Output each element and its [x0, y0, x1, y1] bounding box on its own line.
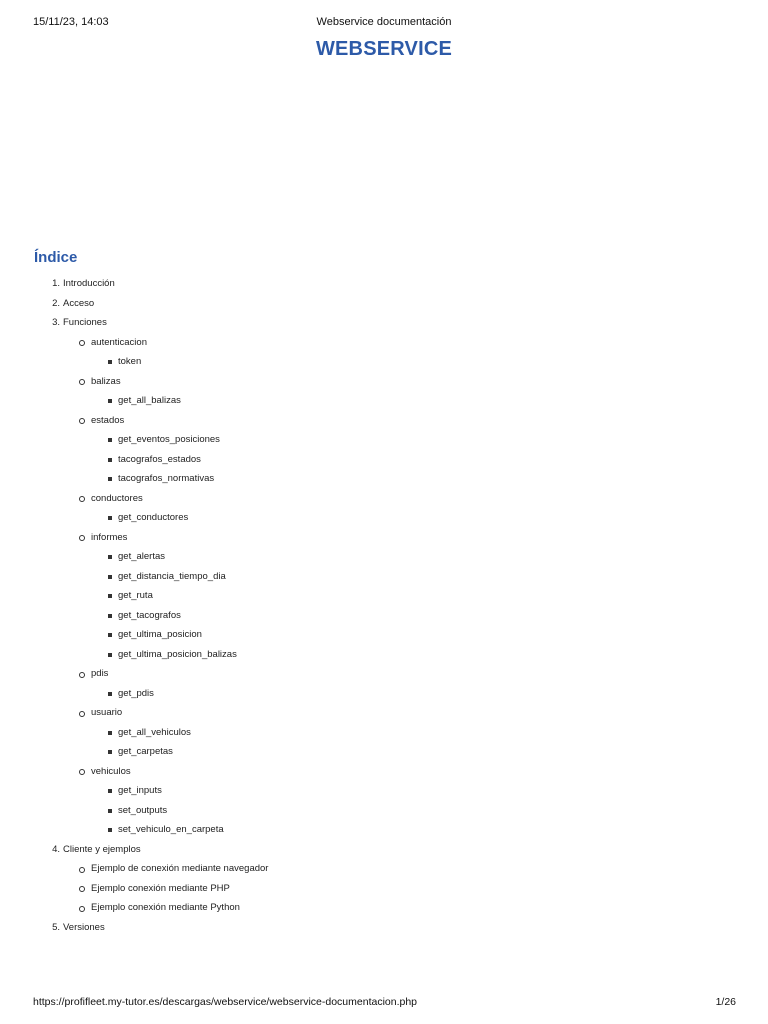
toc-label[interactable]: Cliente y ejemplos	[63, 843, 141, 855]
toc-label[interactable]: vehiculos	[91, 765, 131, 777]
circle-bullet-icon	[79, 496, 85, 502]
circle-bullet-icon	[79, 379, 85, 385]
toc-label[interactable]: Introducción	[63, 278, 115, 289]
square-bullet-icon	[108, 692, 112, 696]
toc-function-link[interactable]	[0, 391, 768, 411]
toc-label[interactable]: usuario	[91, 707, 123, 718]
toc-label[interactable]: get_carpetas	[118, 746, 173, 757]
toc-label[interactable]: autenticacion	[91, 336, 147, 348]
table-of-contents	[0, 274, 768, 937]
toc-label[interactable]: token	[118, 356, 142, 367]
toc-label[interactable]: informes	[91, 531, 128, 543]
toc-label[interactable]: Ejemplo conexión mediante PHP	[91, 882, 230, 894]
toc-function-link[interactable]	[0, 801, 768, 821]
toc-label[interactable]: pdis	[91, 668, 109, 679]
toc-label[interactable]: set_outputs	[118, 804, 168, 816]
square-bullet-icon	[108, 809, 112, 813]
toc-label[interactable]: get_pdis	[118, 687, 154, 699]
toc-subsection-link[interactable]	[0, 898, 768, 918]
print-datetime: 15/11/23, 14:03	[33, 16, 109, 28]
toc-label[interactable]: estados	[91, 414, 125, 426]
square-bullet-icon	[108, 828, 112, 832]
toc-section-link[interactable]	[0, 274, 768, 294]
toc-function-link[interactable]	[0, 469, 768, 489]
toc-label[interactable]: Ejemplo conexión mediante Python	[91, 902, 240, 913]
square-bullet-icon	[108, 614, 112, 618]
page-title: WEBSERVICE	[315, 38, 453, 60]
toc-label[interactable]: Versiones	[63, 921, 105, 933]
toc-function-link[interactable]	[0, 352, 768, 372]
toc-function-link[interactable]	[0, 684, 768, 704]
toc-number: 1.	[52, 278, 60, 289]
toc-label[interactable]: get_inputs	[118, 785, 162, 796]
toc-subsection-link[interactable]	[0, 762, 768, 782]
toc-section-link[interactable]	[0, 840, 768, 860]
toc-function-link[interactable]	[0, 508, 768, 528]
toc-subsection-link[interactable]	[0, 664, 768, 684]
circle-bullet-icon	[79, 886, 85, 892]
circle-bullet-icon	[79, 672, 85, 678]
square-bullet-icon	[108, 399, 112, 403]
toc-subsection-link[interactable]	[0, 879, 768, 899]
toc-subsection-link[interactable]	[0, 703, 768, 723]
circle-bullet-icon	[79, 340, 85, 346]
square-bullet-icon	[108, 477, 112, 481]
toc-function-link[interactable]	[0, 723, 768, 743]
toc-subsection-link[interactable]	[0, 528, 768, 548]
toc-label[interactable]: get_all_vehiculos	[118, 726, 191, 738]
square-bullet-icon	[108, 575, 112, 579]
circle-bullet-icon	[79, 906, 85, 912]
toc-function-link[interactable]	[0, 567, 768, 587]
square-bullet-icon	[108, 653, 112, 657]
toc-label[interactable]: get_ruta	[118, 590, 153, 601]
toc-function-link[interactable]	[0, 625, 768, 645]
square-bullet-icon	[108, 360, 112, 364]
toc-label[interactable]: get_ultima_posicion_balizas	[118, 648, 237, 660]
circle-bullet-icon	[79, 769, 85, 775]
toc-section-link[interactable]	[0, 294, 768, 314]
square-bullet-icon	[108, 594, 112, 598]
toc-label[interactable]: get_distancia_tiempo_dia	[118, 570, 226, 582]
square-bullet-icon	[108, 458, 112, 462]
toc-label[interactable]: balizas	[91, 375, 121, 387]
print-url: https://profifleet.my-tutor.es/descargas/webservice/webservice-documentacion.php	[33, 996, 418, 1008]
toc-label[interactable]: get_conductores	[118, 512, 189, 523]
toc-function-link[interactable]	[0, 586, 768, 606]
toc-subsection-link[interactable]	[0, 333, 768, 353]
toc-number: 3.	[52, 317, 60, 328]
toc-subsection-link[interactable]	[0, 489, 768, 509]
toc-section-link[interactable]	[0, 313, 768, 333]
square-bullet-icon	[108, 555, 112, 559]
circle-bullet-icon	[79, 711, 85, 717]
square-bullet-icon	[108, 789, 112, 793]
toc-label[interactable]: get_tacografos	[118, 609, 181, 621]
toc-function-link[interactable]	[0, 430, 768, 450]
circle-bullet-icon	[79, 418, 85, 424]
toc-number: 4.	[52, 843, 60, 855]
toc-label[interactable]: conductores	[91, 492, 143, 504]
square-bullet-icon	[108, 750, 112, 754]
square-bullet-icon	[108, 633, 112, 637]
square-bullet-icon	[108, 516, 112, 520]
toc-function-link[interactable]	[0, 781, 768, 801]
index-heading: Índice	[34, 249, 78, 266]
toc-function-link[interactable]	[0, 820, 768, 840]
toc-number: 2.	[52, 297, 60, 309]
toc-function-link[interactable]	[0, 645, 768, 665]
toc-subsection-link[interactable]	[0, 411, 768, 431]
toc-label[interactable]: get_alertas	[118, 551, 166, 562]
print-page-number: 1/26	[715, 996, 736, 1008]
toc-section-link[interactable]	[0, 918, 768, 938]
print-document-title: Webservice documentación	[316, 16, 452, 28]
toc-label[interactable]: tacografos_estados	[118, 453, 201, 465]
toc-function-link[interactable]	[0, 450, 768, 470]
toc-subsection-link[interactable]	[0, 859, 768, 879]
toc-number: 5.	[52, 921, 60, 933]
toc-subsection-link[interactable]	[0, 372, 768, 392]
toc-label[interactable]: set_vehiculo_en_carpeta	[118, 824, 224, 835]
toc-label[interactable]: get_all_balizas	[118, 395, 181, 406]
square-bullet-icon	[108, 731, 112, 735]
toc-label[interactable]: get_eventos_posiciones	[118, 434, 220, 445]
toc-label[interactable]: Funciones	[63, 317, 107, 328]
circle-bullet-icon	[79, 535, 85, 541]
toc-function-link[interactable]	[0, 742, 768, 762]
toc-label[interactable]: get_ultima_posicion	[118, 629, 202, 640]
toc-label[interactable]: Ejemplo de conexión mediante navegador	[91, 863, 269, 874]
circle-bullet-icon	[79, 867, 85, 873]
toc-function-link[interactable]	[0, 606, 768, 626]
toc-label[interactable]: Acceso	[63, 297, 95, 309]
square-bullet-icon	[108, 438, 112, 442]
toc-label[interactable]: tacografos_normativas	[118, 473, 215, 484]
toc-function-link[interactable]	[0, 547, 768, 567]
